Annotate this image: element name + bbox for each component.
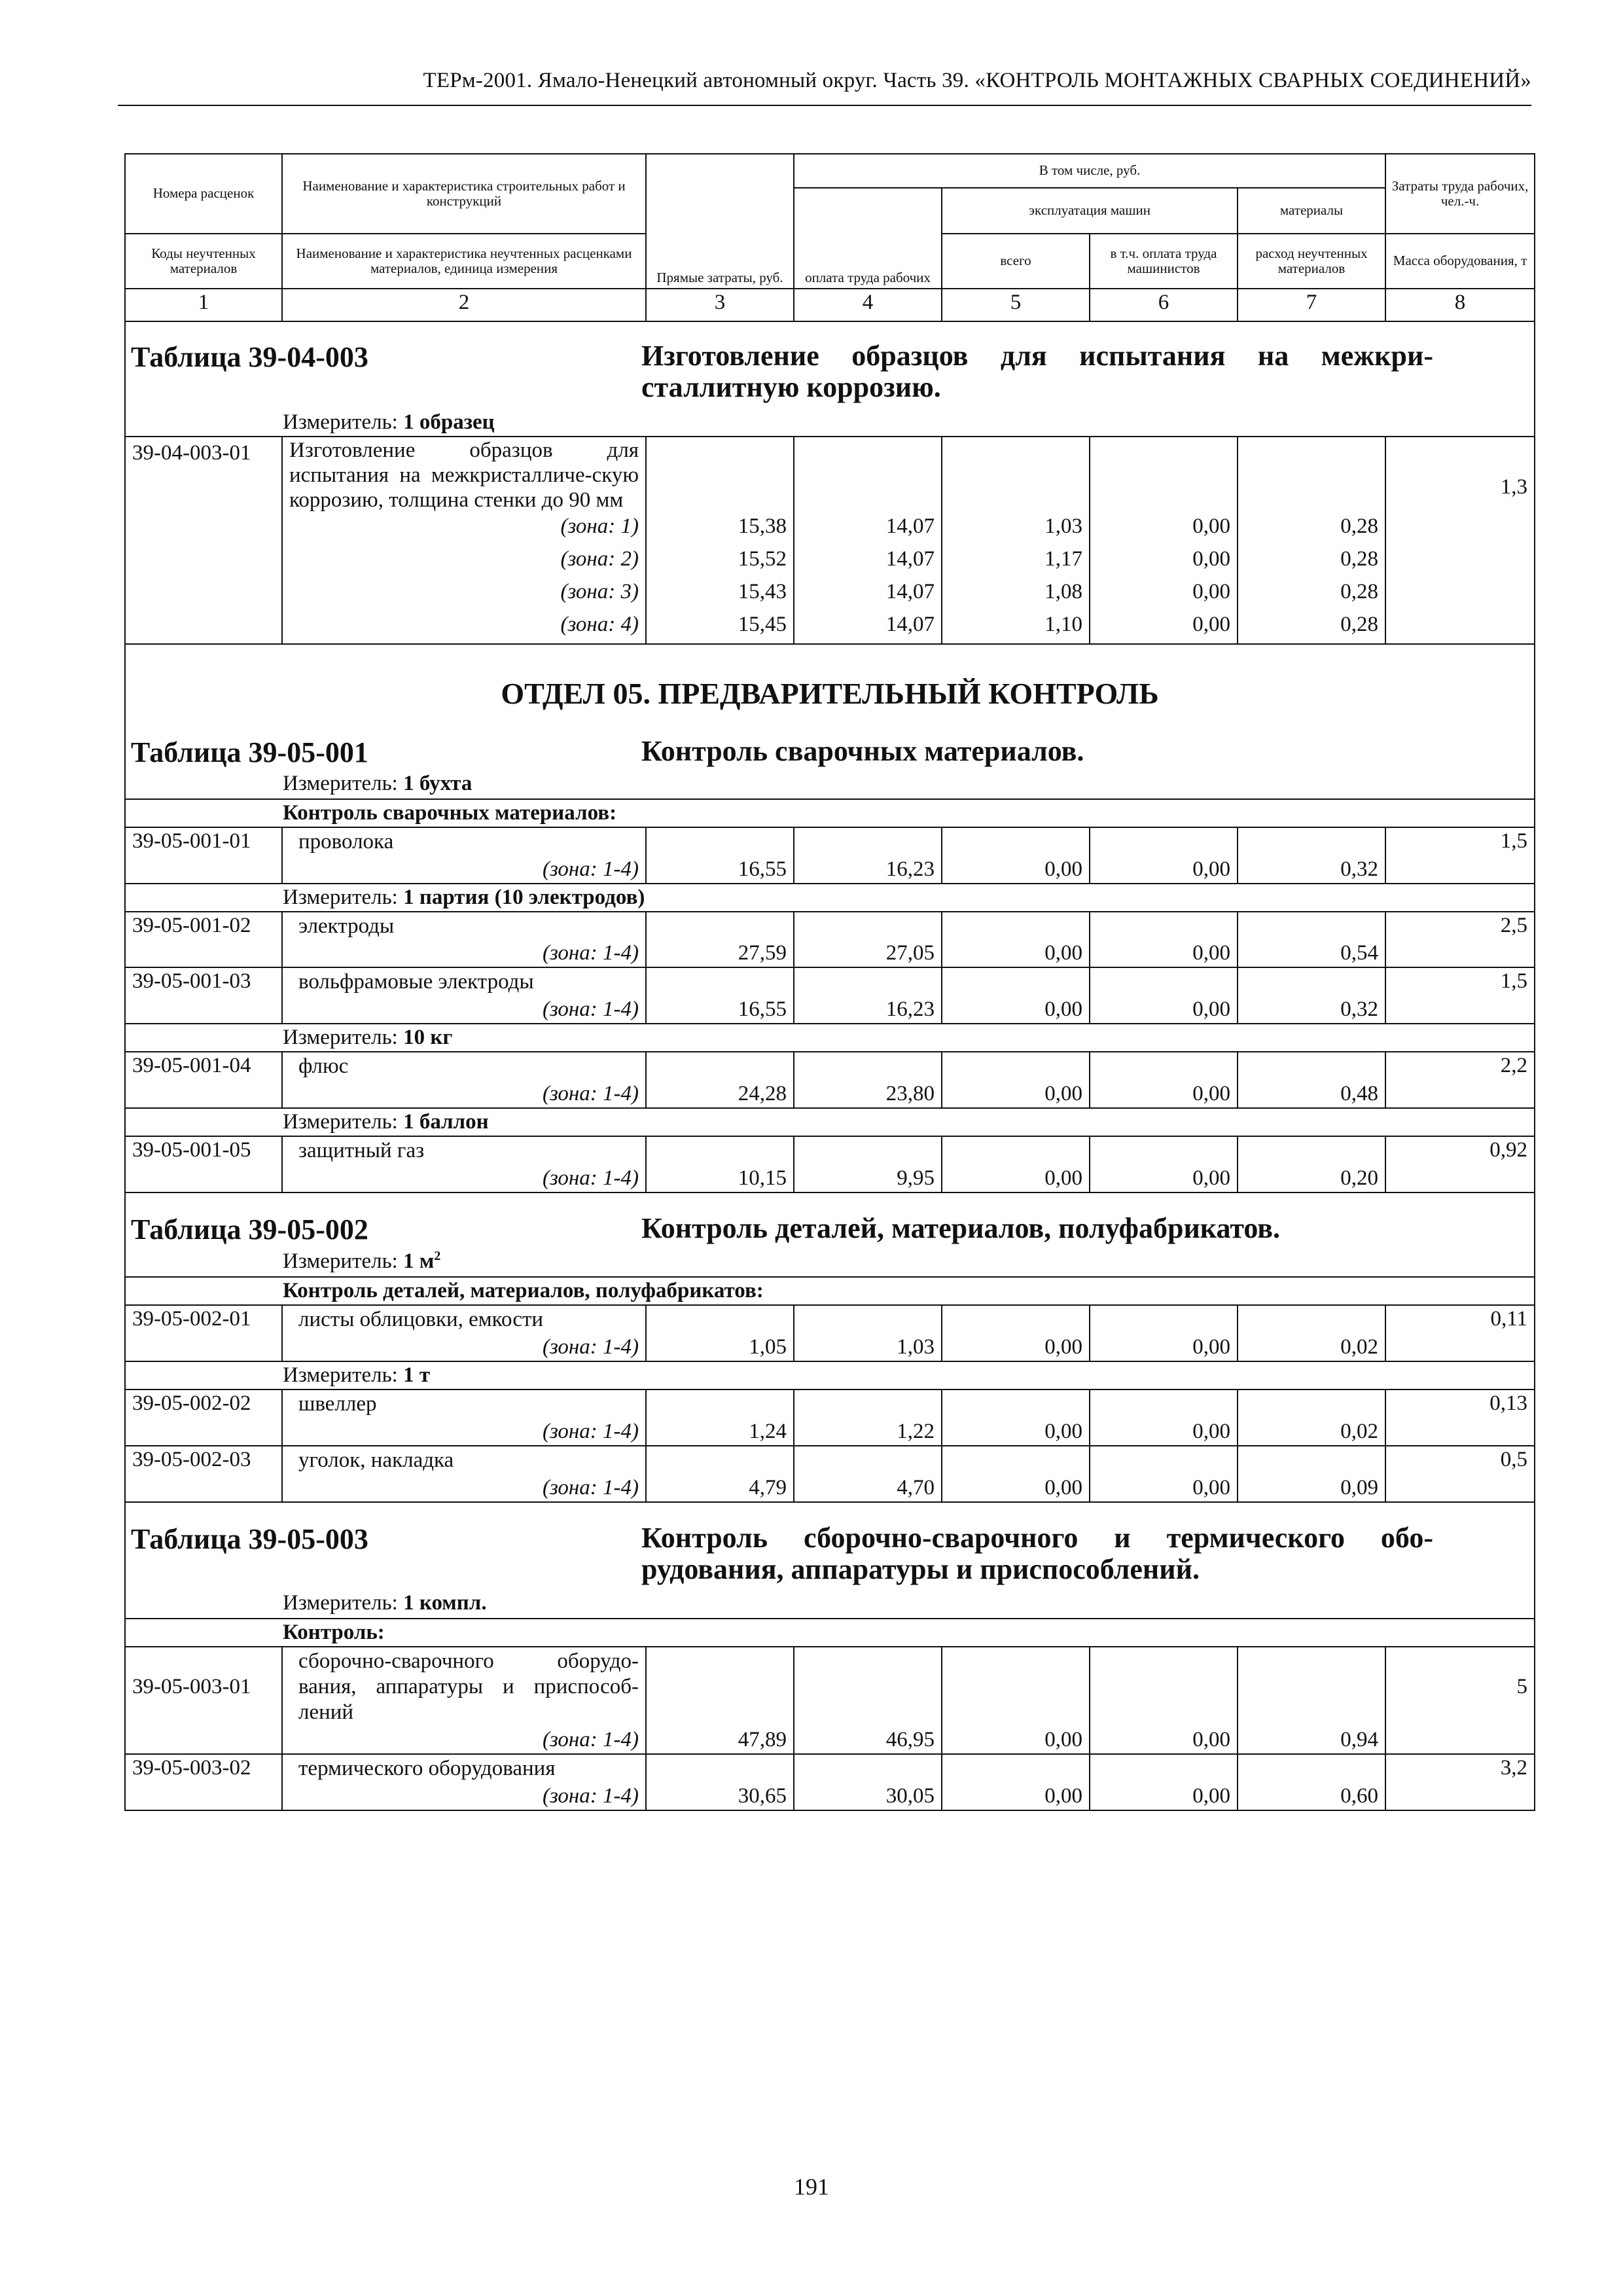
col-head-operator-wages: в т.ч. оплата труда машинистов: [1090, 234, 1238, 289]
table-number: Таблица 39-05-002: [131, 1213, 368, 1246]
rate-description: швеллер: [282, 1390, 646, 1418]
cell-operators: 0,00: [1090, 856, 1238, 884]
cell-operators: 0,00: [1090, 940, 1238, 967]
cell-materials: 0,28: [1238, 513, 1385, 546]
cell-machines: 0,00: [942, 940, 1090, 967]
department-title: ОТДЕЛ 05. ПРЕДВАРИТЕЛЬНЫЙ КОНТРОЛЬ: [501, 676, 1159, 710]
cell-direct: 30,65: [646, 1783, 794, 1810]
measure-row: Измеритель: 1 $м^2$: [283, 1249, 441, 1274]
cell-operators: 0,00: [1090, 546, 1238, 579]
labor-value: 5: [1385, 1647, 1535, 1727]
measure-row: Измеритель: 1 компл.: [283, 1590, 487, 1615]
col-num: 2: [282, 289, 646, 321]
page-number: 191: [794, 2174, 829, 2200]
measure-unit: 1 т: [403, 1363, 431, 1388]
cell-wages: 4,70: [794, 1475, 942, 1502]
rate-code: 39-05-002-02: [125, 1390, 282, 1418]
rate-code: 39-05-003-02: [125, 1754, 282, 1783]
cell-direct: 47,89: [646, 1727, 794, 1754]
cell-machines: 0,00: [942, 1165, 1090, 1193]
col-head-machines-total: всего: [942, 234, 1090, 289]
cell-materials: 0,54: [1238, 940, 1385, 967]
col-head-direct: Прямые затраты, руб.: [646, 154, 794, 289]
cell-machines: 0,00: [942, 1418, 1090, 1446]
table-title: Изготовление образцов для испытания на межкри-сталлитную коррозию.: [641, 340, 1433, 404]
cell-machines: 0,00: [942, 1727, 1090, 1754]
col-head-materials: материалы: [1238, 188, 1385, 234]
table-heading: [125, 321, 1535, 409]
section-block: [125, 1502, 1535, 1619]
col-num: 8: [1385, 289, 1535, 321]
zone-label: (зона: 1-4): [282, 996, 646, 1024]
labor-value: 1,5: [1385, 827, 1535, 856]
labor-value: 1,5: [1385, 967, 1535, 996]
cell-materials: 0,28: [1238, 579, 1385, 611]
group-label: Контроль деталей, материалов, полуфабрикатов:: [125, 1277, 1535, 1305]
cell-wages: 9,95: [794, 1165, 942, 1193]
labor-value: 0,11: [1385, 1305, 1535, 1334]
cell-operators: 0,00: [1090, 1081, 1238, 1108]
col-head-machines: эксплуатация машин: [942, 188, 1238, 234]
table-title: Контроль сварочных материалов.: [641, 734, 1084, 767]
cell-direct: 15,52: [646, 546, 794, 579]
section-block: [125, 1193, 1535, 1277]
cell-operators: 0,00: [1090, 1418, 1238, 1446]
col-num: 1: [125, 289, 282, 321]
cell-operators: 0,00: [1090, 579, 1238, 611]
measure-unit: 1 $м^2$: [403, 1249, 441, 1274]
rate-description: уголок, накладка: [282, 1446, 646, 1475]
cell-wages: 1,22: [794, 1418, 942, 1446]
labor-value: 0,13: [1385, 1390, 1535, 1418]
cell-direct: 16,55: [646, 996, 794, 1024]
cell-materials: 0,32: [1238, 996, 1385, 1024]
cell-wages: 1,03: [794, 1334, 942, 1361]
col-head-labor: Затраты труда рабочих, чел.-ч.: [1385, 154, 1535, 234]
cell-direct: 24,28: [646, 1081, 794, 1108]
cell-wages: 14,07: [794, 513, 942, 546]
cell-operators: 0,00: [1090, 1783, 1238, 1810]
cell-machines: 0,00: [942, 996, 1090, 1024]
cell-machines: 0,00: [942, 1783, 1090, 1810]
labor-value: 0,5: [1385, 1446, 1535, 1475]
zone-label: (зона: 4): [282, 611, 646, 644]
cell-machines: 1,17: [942, 546, 1090, 579]
cell-direct: 15,45: [646, 611, 794, 644]
cell-materials: 0,48: [1238, 1081, 1385, 1108]
cell-wages: 30,05: [794, 1783, 942, 1810]
labor-value: 1,3: [1385, 437, 1535, 644]
zone-label: (зона: 1-4): [282, 1783, 646, 1810]
col-head-codes: Номера расценок: [125, 154, 282, 234]
cell-wages: 27,05: [794, 940, 942, 967]
cell-direct: 27,59: [646, 940, 794, 967]
zone-label: (зона: 1-4): [282, 1165, 646, 1193]
rate-code: 39-05-001-01: [125, 827, 282, 856]
col-head-mass: Масса оборудования, т: [1385, 234, 1535, 289]
cell-materials: 0,94: [1238, 1727, 1385, 1754]
col-num: 7: [1238, 289, 1385, 321]
cell-materials: 0,09: [1238, 1475, 1385, 1502]
cell-machines: 1,08: [942, 579, 1090, 611]
cell-wages: 46,95: [794, 1727, 942, 1754]
rate-code: 39-05-001-02: [125, 912, 282, 941]
measure-row: Измеритель: 1 партия (10 электродов): [125, 884, 1535, 912]
zone-label: (зона: 1-4): [282, 1475, 646, 1502]
measure-unit: 10 кг: [403, 1026, 453, 1050]
labor-value: 2,2: [1385, 1052, 1535, 1081]
cell-machines: 0,00: [942, 1081, 1090, 1108]
table-number: Таблица 39-05-003: [131, 1523, 368, 1556]
group-label: Контроль сварочных материалов:: [125, 799, 1535, 827]
cell-materials: 0,20: [1238, 1165, 1385, 1193]
rates-table: [124, 153, 1535, 1811]
cell-direct: 16,55: [646, 856, 794, 884]
col-num: 4: [794, 289, 942, 321]
col-head-mat-name: Наименование и характеристика неучтенных расценками материалов, единица измерения: [282, 234, 646, 289]
cell-direct: 1,24: [646, 1418, 794, 1446]
cell-wages: 23,80: [794, 1081, 942, 1108]
rate-code: 39-05-001-04: [125, 1052, 282, 1081]
cell-machines: 1,10: [942, 611, 1090, 644]
cell-operators: 0,00: [1090, 996, 1238, 1024]
zone-label: (зона: 1-4): [282, 1418, 646, 1446]
running-header: ТЕРм-2001. Ямало-Ненецкий автономный округ. Часть 39. «КОНТРОЛЬ МОНТАЖНЫХ СВАРНЫХ СОЕДИНЕНИЙ»: [423, 69, 1531, 92]
cell-operators: 0,00: [1090, 1727, 1238, 1754]
zone-label: (зона: 1-4): [282, 1081, 646, 1108]
col-head-mat-codes: Коды неучтенных материалов: [125, 234, 282, 289]
cell-operators: 0,00: [1090, 1165, 1238, 1193]
measure-row: Измеритель: 1 образец: [125, 409, 1535, 437]
zone-label: (зона: 1): [282, 513, 646, 546]
section-block: [125, 644, 1535, 799]
cell-materials: 0,32: [1238, 856, 1385, 884]
table-number: Таблица 39-05-001: [131, 736, 368, 768]
measure-row: Измеритель: 1 бухта: [283, 771, 473, 795]
labor-value: 3,2: [1385, 1754, 1535, 1783]
cell-operators: 0,00: [1090, 513, 1238, 546]
rate-description: сборочно-сварочного оборудо-вания, аппаратуры и приспособ-лений: [282, 1647, 646, 1727]
cell-materials: 0,28: [1238, 611, 1385, 644]
cell-machines: 0,00: [942, 1334, 1090, 1361]
cell-wages: 16,23: [794, 996, 942, 1024]
cell-operators: 0,00: [1090, 1334, 1238, 1361]
rate-description: электроды: [282, 912, 646, 941]
table-number: Таблица 39-04-003: [131, 341, 368, 373]
zone-label: (зона: 3): [282, 579, 646, 611]
measure-unit: 1 бухта: [403, 771, 473, 795]
measure-row: Измеритель: 1 т: [125, 1361, 1535, 1390]
col-head-group: В том числе, руб.: [794, 154, 1385, 188]
group-label: Контроль:: [125, 1619, 1535, 1647]
measure-unit: 1 образец: [403, 410, 495, 434]
measure-row: Измеритель: 10 кг: [125, 1024, 1535, 1052]
cell-wages: 16,23: [794, 856, 942, 884]
cell-operators: 0,00: [1090, 1475, 1238, 1502]
rate-description: вольфрамовые электроды: [282, 967, 646, 996]
cell-machines: 0,00: [942, 1475, 1090, 1502]
cell-materials: 0,28: [1238, 546, 1385, 579]
cell-wages: 14,07: [794, 546, 942, 579]
zone-label: (зона: 1-4): [282, 856, 646, 884]
cell-direct: 4,79: [646, 1475, 794, 1502]
rate-code: 39-05-003-01: [125, 1647, 282, 1727]
rate-description: листы облицовки, емкости: [282, 1305, 646, 1334]
table-title: Контроль деталей, материалов, полуфабрикатов.: [641, 1212, 1281, 1245]
col-head-unaccounted: расход неучтенных материалов: [1238, 234, 1385, 289]
labor-value: 0,92: [1385, 1136, 1535, 1165]
table-title: Контроль сборочно-сварочного и термического обо-рудования, аппаратуры и приспособлений.: [641, 1522, 1433, 1586]
cell-materials: 0,02: [1238, 1418, 1385, 1446]
cell-machines: 1,03: [942, 513, 1090, 546]
col-num: 6: [1090, 289, 1238, 321]
cell-direct: 15,43: [646, 579, 794, 611]
measure-unit: 1 партия (10 электродов): [403, 885, 645, 909]
zone-label: (зона: 1-4): [282, 1727, 646, 1754]
cell-wages: 14,07: [794, 611, 942, 644]
zone-label: (зона: 1-4): [282, 940, 646, 967]
rate-code: 39-05-001-03: [125, 967, 282, 996]
cell-direct: 1,05: [646, 1334, 794, 1361]
cell-direct: 10,15: [646, 1165, 794, 1193]
cell-materials: 0,02: [1238, 1334, 1385, 1361]
cell-operators: 0,00: [1090, 611, 1238, 644]
rate-description: проволока: [282, 827, 646, 856]
cell-materials: 0,60: [1238, 1783, 1385, 1810]
zone-label: (зона: 1-4): [282, 1334, 646, 1361]
col-num: 5: [942, 289, 1090, 321]
measure-unit: 1 баллон: [403, 1110, 489, 1134]
rate-code: 39-05-001-05: [125, 1136, 282, 1165]
labor-value: 2,5: [1385, 912, 1535, 941]
col-head-wages: оплата труда рабочих: [794, 188, 942, 289]
header-rule: [118, 105, 1531, 106]
cell-wages: 14,07: [794, 579, 942, 611]
rate-description: Изготовление образцов для испытания на межкристалличе-скую коррозию, толщина стенки до 90 мм: [282, 437, 646, 513]
rate-code: 39-04-003-01: [125, 437, 282, 644]
cell-direct: 15,38: [646, 513, 794, 546]
col-head-name: Наименование и характеристика строительных работ и конструкций: [282, 154, 646, 234]
rate-description: термического оборудования: [282, 1754, 646, 1783]
measure-row: Измеритель: 1 баллон: [125, 1108, 1535, 1136]
rate-description: защитный газ: [282, 1136, 646, 1165]
rate-description: флюс: [282, 1052, 646, 1081]
rate-code: 39-05-002-01: [125, 1305, 282, 1334]
zone-label: (зона: 2): [282, 546, 646, 579]
cell-machines: 0,00: [942, 856, 1090, 884]
measure-unit: 1 компл.: [403, 1590, 487, 1615]
rate-code: 39-05-002-03: [125, 1446, 282, 1475]
col-num: 3: [646, 289, 794, 321]
